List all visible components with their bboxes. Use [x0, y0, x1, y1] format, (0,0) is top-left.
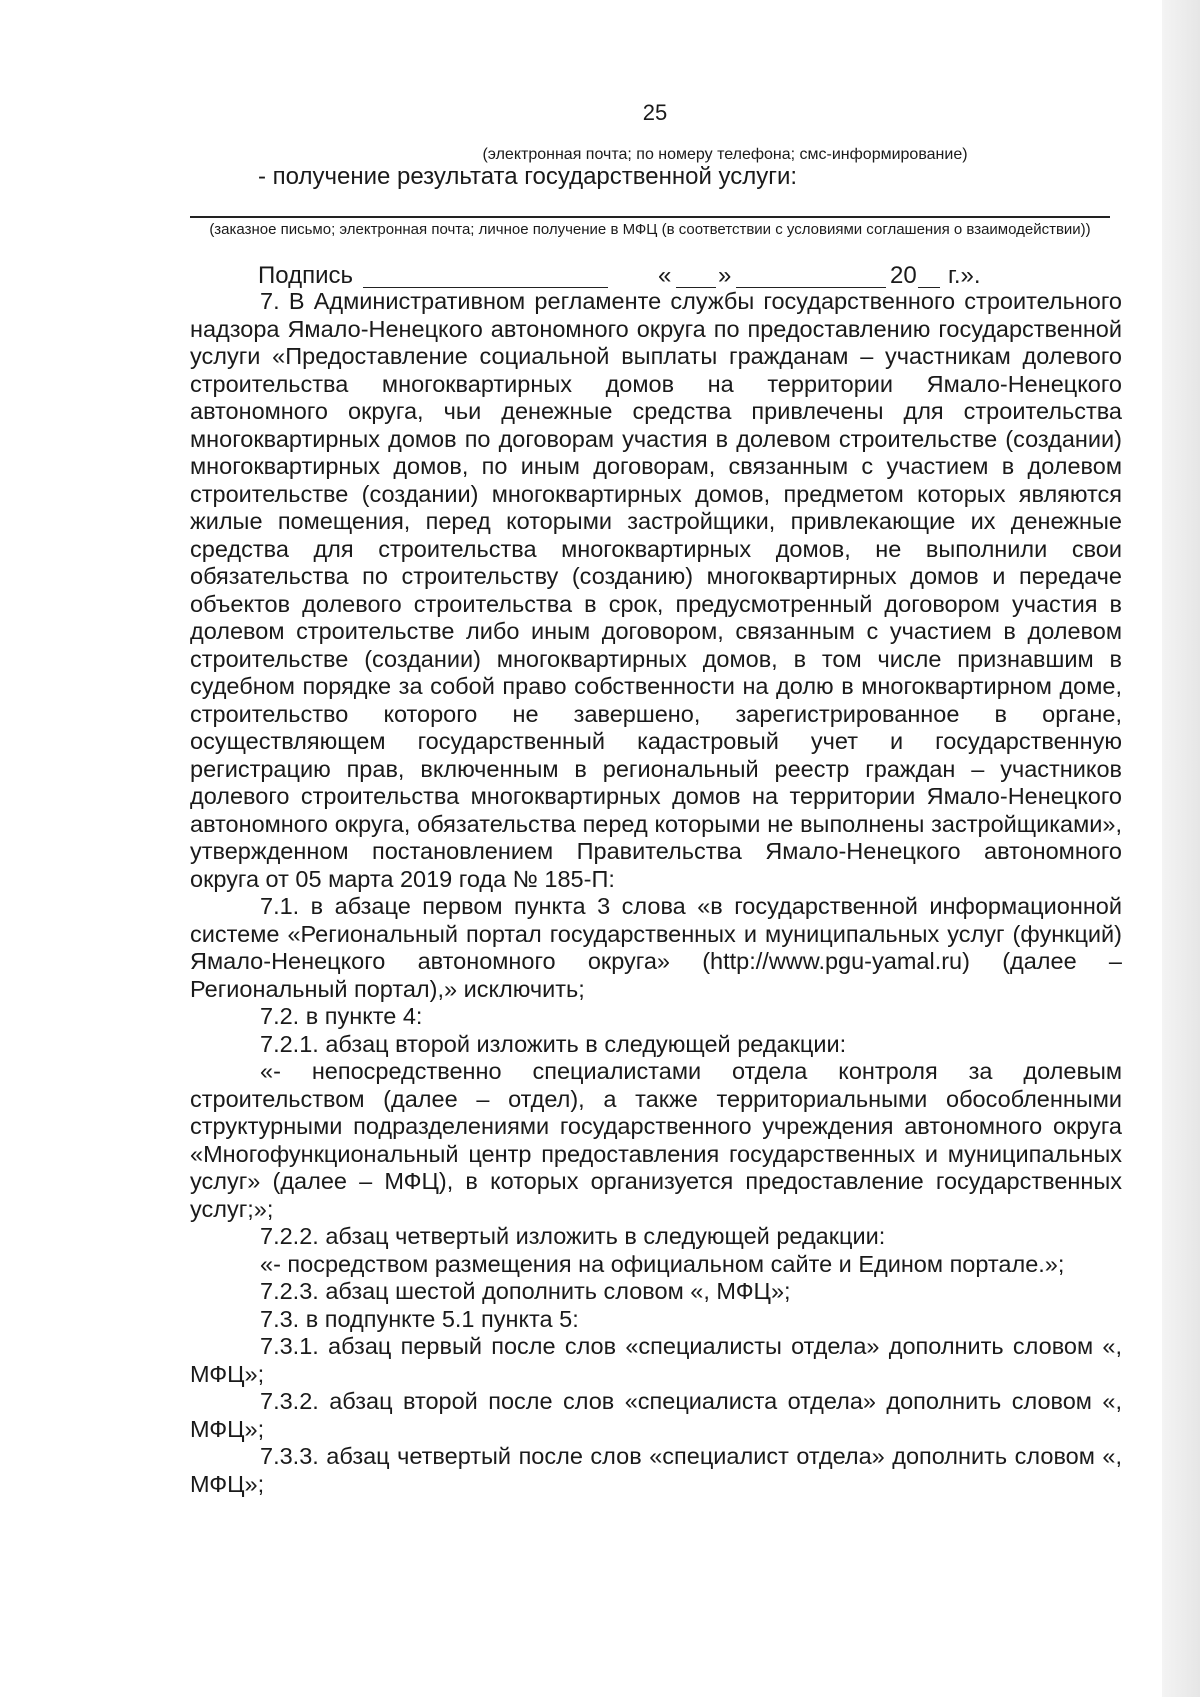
- notification-caption: (электронная почта; по номеру телефона; смс-информирование): [482, 146, 968, 163]
- fill-in-rule: [190, 216, 1110, 218]
- date-quote-close: »: [718, 262, 732, 289]
- paragraph-7-2-3: 7.2.3. абзац шестой дополнить словом «, МФЦ»;: [260, 1278, 791, 1304]
- receive-caption: (заказное письмо; электронная почта; личное получение в МФЦ (в соответствии с условиями соглашения о взаимодействии)): [209, 221, 1091, 238]
- date-quote-open: «: [658, 262, 672, 289]
- date-year-suffix: г.».: [948, 262, 981, 289]
- paragraph-7-3: 7.3. в подпункте 5.1 пункта 5:: [260, 1305, 579, 1332]
- paragraph-7-1: 7.1. в абзаце первом пункта 3 слова «в государственной информационной системе «Региональный портал государственных и муниципальных услуг (функций) Ямало-Ненецкого автономного округа» (http://www.pgu-yamal.ru) (далее – Региональный портал),» исключить;: [190, 893, 1122, 1002]
- paragraph-7-2-1-text: «- непосредственно специалистами отдела контроля за долевым строительством (далее – отдел), а также территориальными обособленными структурными подразделениями государственного учреждения автономного округа «Многофункциональный центр предоставления государственных и муниципальных услуг» (далее – МФЦ), в которых организуется предоставление государственных услуг;»;: [190, 1058, 1122, 1222]
- signature-label: Подпись: [258, 262, 353, 289]
- paragraph-7-2-2-text: «- посредством размещения на официальном сайте и Едином портале.»;: [260, 1250, 1065, 1277]
- paragraph-7-3-3: 7.3.3. абзац четвертый после слов «специалист отдела» дополнить словом «, МФЦ»;: [190, 1443, 1122, 1497]
- document-body: [190, 288, 1122, 1498]
- date-year-prefix: 20: [890, 262, 917, 289]
- paragraph-7-2: 7.2. в пункте 4:: [260, 1003, 423, 1029]
- paragraph-7-2-2: 7.2.2. абзац четвертый изложить в следующей редакции:: [260, 1223, 886, 1249]
- paragraph-7-3-1: 7.3.1. абзац первый после слов «специалисты отдела» дополнить словом «, МФЦ»;: [190, 1333, 1122, 1387]
- paragraph-7-3-2: 7.3.2. абзац второй после слов «специалиста отдела» дополнить словом «, МФЦ»;: [190, 1388, 1122, 1442]
- receive-result-line: - получение результата государственной услуги:: [258, 163, 798, 190]
- paragraph-7-2-1: 7.2.1. абзац второй изложить в следующей редакции:: [260, 1030, 847, 1057]
- page-number: 25: [642, 100, 668, 125]
- scan-edge: [1162, 0, 1200, 1697]
- paragraph-7: 7. В Административном регламенте службы государственного строительного надзора Ямало-Ненецкого автономного округа по предоставлению государственной услуги «Предоставление социальной выплаты гражданам – участникам долевого строительства многоквартирных домов на территории Ямало-Ненецкого автономного округа, чьи денежные средства привлечены для строительства многоквартирных домов по договорам участия в долевом строительстве (создании) многоквартирных домов, по иным договорам, связанным с участием в долевом строительстве (создании) многоквартирных домов, предметом которых являются жилые помещения, перед которыми застройщики, привлекающие их денежные средства для строительства многоквартирных домов, не выполнили свои обязательства по строительству (созданию) многоквартирных домов и передаче объектов долевого строительства в срок, предусмотренный договором участия в долевом строительстве либо иным договором, связанным с участием в долевом строительстве (создании) многоквартирных домов, в том числе признавшим в судебном порядке за собой право собственности на долю в многоквартирном доме, строительство которого не завершено, зарегистрированное в органе, осуществляющем государственный кадастровый учет и государственную регистрацию прав, включенным в региональный реестр граждан – участников долевого строительства многоквартирных домов на территории Ямало-Ненецкого автономного округа, обязательства перед которыми не выполнены застройщиками», утвержденном постановлением Правительства Ямало-Ненецкого автономного округа от 05 марта 2019 года № 185-П:: [190, 288, 1122, 892]
